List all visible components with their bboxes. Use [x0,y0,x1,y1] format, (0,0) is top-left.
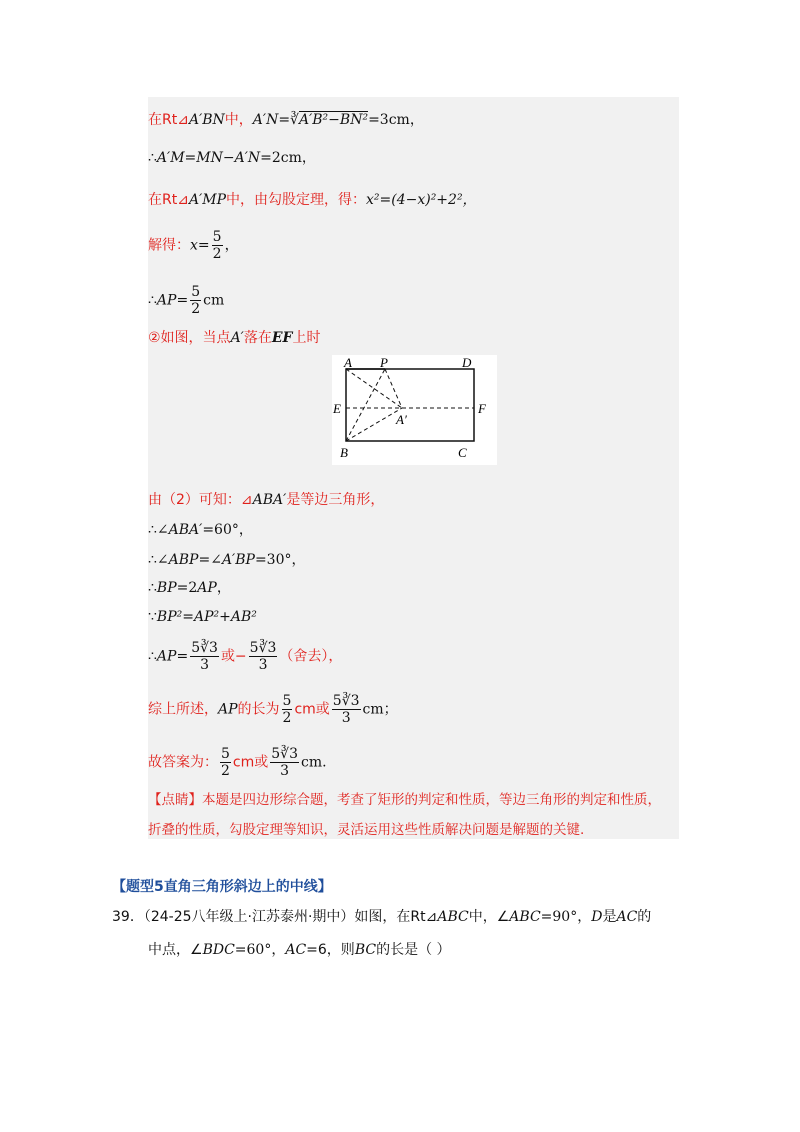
solution-line-2 [148,148,316,168]
fraction [190,640,219,673]
solution-line-3 [148,190,477,210]
math: =2cm， [260,150,316,166]
math: =3cm， [368,112,424,128]
therefore: ∴ [148,648,157,665]
denominator: 3 [200,657,210,673]
math: ， [224,237,239,254]
math: BC [354,942,377,958]
text: =6，则 [306,942,355,958]
math: BP [156,580,177,596]
math: =60°， [202,522,253,538]
solution-line-12 [148,640,342,673]
math: =30°， [254,552,306,568]
solution-line-8 [148,520,253,540]
solution-line-10 [148,578,231,598]
therefore: ∴ [148,292,157,309]
line-bp [346,369,385,441]
math: =∛ [278,112,299,128]
denominator: 3 [341,710,351,726]
text: 中， [224,112,253,128]
label-p: P [380,355,388,370]
math: ∴∠ [148,552,169,568]
fraction [190,284,201,317]
text: 故答案为： [148,754,218,771]
math: =∠ [198,552,222,568]
key-point-line-1: 【点睛】本题是四边形综合题，考查了矩形的判定和性质，等边三角形的判定和性质， [148,792,661,808]
solution-line-4 [148,229,239,262]
text: 综上所述， [148,701,218,718]
math: = [184,150,197,166]
key-point-line-2: 折叠的性质，勾股定理等知识，灵活运用这些性质解决问题是解题的关键. [148,822,585,838]
question-line-2 [148,940,451,960]
math: ABC [509,909,541,925]
math: = [176,292,189,309]
numerator: 5∛3 [191,640,218,656]
math: AP [156,292,177,309]
denominator: 2 [212,246,222,262]
label-d: D [462,355,472,370]
text: 解得： [148,237,190,254]
label-a-prime: A′ [396,412,407,427]
math: AC [285,942,307,958]
therefore: ∴ [148,150,157,166]
math: A′MP [188,192,226,208]
text: 或− [220,648,247,665]
denominator: 2 [191,301,201,317]
fraction [332,693,361,726]
solution-line-14 [148,746,327,779]
label-e: E [333,401,341,416]
math: AC [616,909,638,925]
numerator: 5∛3 [249,640,277,656]
line-ba2 [346,408,402,441]
numerator: 5 [282,693,292,709]
numerator: 5∛3 [332,693,360,709]
math: BDC [202,942,235,958]
denominator: 2 [282,710,292,726]
text: 的长是（ ） [376,942,451,958]
math: ABA′ [252,492,287,508]
math: cm； [362,701,398,718]
text: cm或 [232,754,269,771]
math: A′ [230,330,244,346]
text: 由（2）可知：⊿ [148,492,253,508]
fraction [220,746,231,779]
question-number: 39． [112,909,144,925]
math: = [176,648,189,665]
math: = [197,237,210,254]
text: 落在 [243,330,272,346]
text: （24-25八年级上·江苏泰州·期中）如图，在Rt⊿ [143,909,438,925]
math: A′M [156,150,185,166]
math: AP [156,648,177,665]
question-line-1 [112,907,651,927]
label-b: B [340,445,348,460]
math: cm. [301,754,327,771]
math: A′N [252,112,279,128]
math: AP [197,580,217,596]
denominator: 3 [280,763,290,779]
math: =90°， [540,909,592,925]
solution-line-9 [148,550,305,570]
math: x²=(4−x)²+2²， [366,192,477,208]
solution-line-5 [148,284,224,317]
math: − [222,150,235,166]
denominator: 2 [221,763,230,779]
math: ， [216,580,231,596]
math: A′N [234,150,261,166]
math: EF [271,330,293,346]
label-a: A [344,355,352,370]
text: 中，∠ [468,909,510,925]
math: A′B²−BN² [298,112,369,128]
text: 是 [602,909,617,925]
math: AP [218,701,238,718]
numerator: 5∛3 [271,746,299,762]
math: MN [196,150,223,166]
text: （舍去）， [279,648,343,665]
solution-line-6 [148,328,320,348]
math: =2 [176,580,198,596]
text: 中，由勾股定理，得： [226,192,366,208]
math: ABC [437,909,469,925]
math: BP²=AP²+AB² [156,609,257,625]
math: =60°， [234,942,286,958]
fraction [270,746,299,779]
text: 在Rt⊿ [148,112,189,128]
math: A′BP [221,552,255,568]
math: x [190,237,198,254]
solution-line-13 [148,693,398,726]
fraction [249,640,278,673]
solution-line-11 [148,607,257,627]
numerator: 5 [191,284,201,300]
numerator: 5 [221,746,230,762]
text: 是等边三角形， [286,492,385,508]
fraction [282,693,293,726]
text: 在Rt⊿ [148,192,189,208]
solution-line-7 [148,490,384,510]
solution-line-1 [148,110,424,130]
math: D [591,909,603,925]
section-title: 【题型5直角三角形斜边上的中线】 [112,879,332,895]
text: 上时 [292,330,321,346]
label-f: F [478,401,486,416]
rectangle-diagram [332,355,497,465]
rectangle-figure [332,355,497,465]
text: 的长为 [237,701,280,718]
math: ∴∠ [148,522,169,538]
math: A′BN [188,112,225,128]
math: cm [203,292,225,309]
text: 中点，∠ [148,942,203,958]
therefore: ∴ [148,580,157,596]
label-c: C [458,445,467,460]
numerator: 5 [212,229,222,245]
text: 的 [637,909,652,925]
text: cm或 [294,701,330,718]
fraction [212,229,223,262]
math: ABA′ [168,522,203,538]
because: ∵ [148,609,157,625]
math: ABP [168,552,199,568]
text: ②如图，当点 [148,330,231,346]
denominator: 3 [258,657,268,673]
